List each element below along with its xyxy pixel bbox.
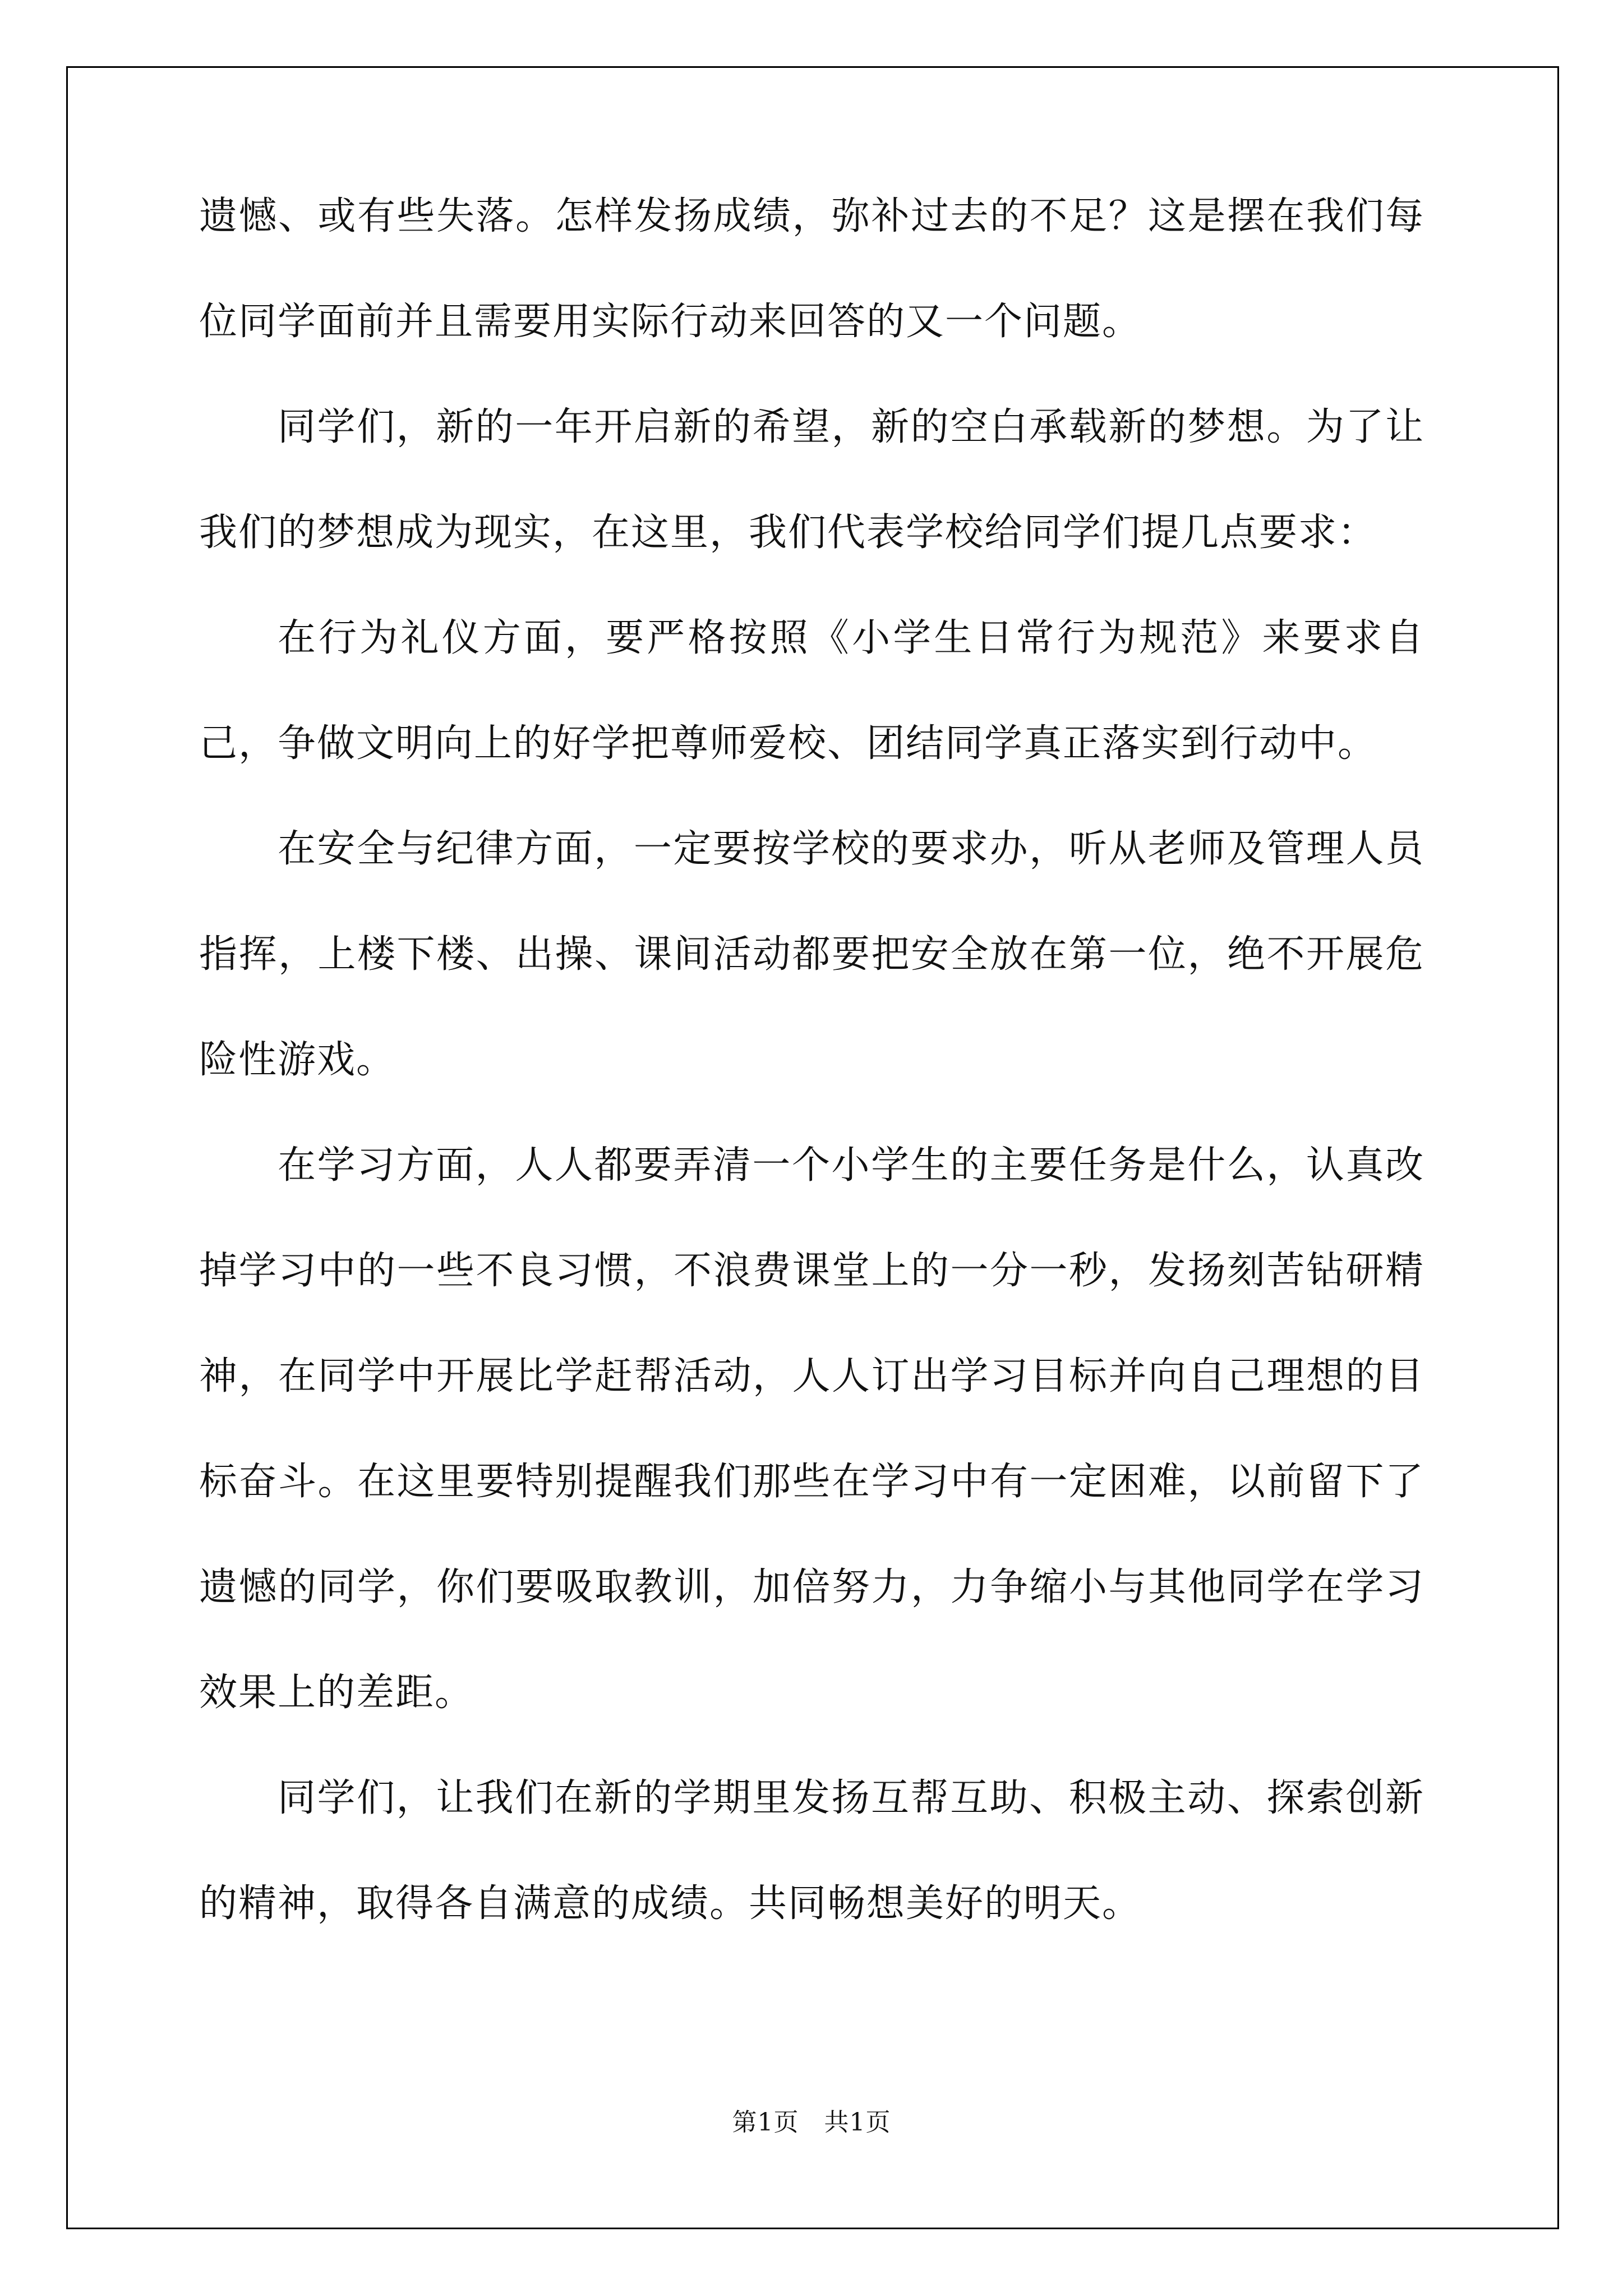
- paragraph-study: 在学习方面，人人都要弄清一个小学生的主要任务是什么，认真改掉学习中的一些不良习惯，不浪费课堂上的一分一秒，发扬刻苦钻研精神，在同学中开展比学赶帮活动，人人订出学习目标并向自己理想的目标奋斗。在这里要特别提醒我们那些在学习中有一定困难，以前留下了遗憾的同学，你们要吸取教训，加倍努力，力争缩小与其他同学在学习效果上的差距。: [199, 1143, 1424, 1715]
- paragraph-etiquette: 在行为礼仪方面，要严格按照《小学生日常行为规范》来要求自己，争做文明向上的好学把尊师爱校、团结同学真正落实到行动中。: [199, 616, 1424, 766]
- document-body: [199, 194, 1424, 1957]
- paragraph-continuation: 遗憾、或有些失落。怎样发扬成绩，弥补过去的不足？这是摆在我们每位同学面前并且需要用实际行动来回答的又一个问题。: [199, 194, 1424, 344]
- paragraph-closing: 同学们，让我们在新的学期里发扬互帮互助、积极主动、探索创新的精神，取得各自满意的成绩。共同畅想美好的明天。: [199, 1776, 1424, 1926]
- paragraph-safety: 在安全与纪律方面，一定要按学校的要求办，听从老师及管理人员指挥，上楼下楼、出操、课间活动都要把安全放在第一位，绝不开展危险性游戏。: [199, 827, 1424, 1082]
- paragraph-greeting: 同学们，新的一年开启新的希望，新的空白承载新的梦想。为了让我们的梦想成为现实，在这里，我们代表学校给同学们提几点要求：: [199, 405, 1424, 555]
- page-footer: 第1页 共1页: [732, 2108, 891, 2137]
